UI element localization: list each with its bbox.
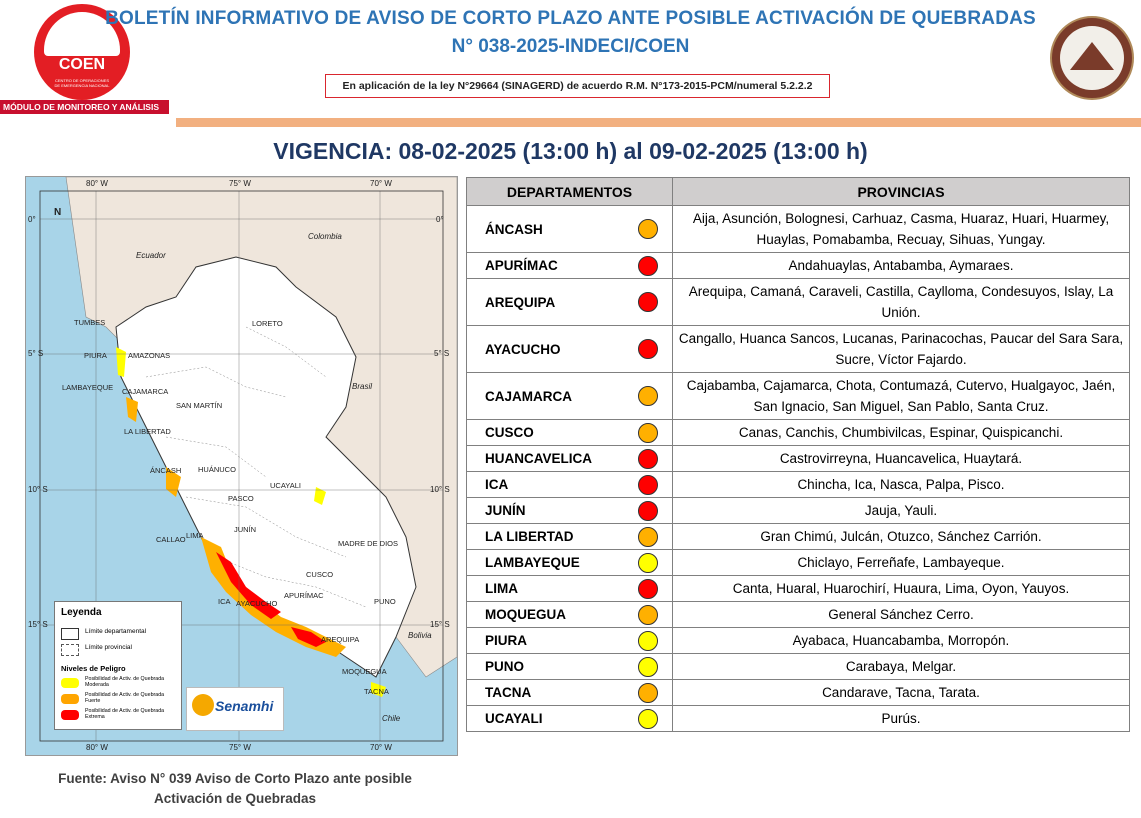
dept-label: AMAZONAS — [128, 351, 171, 360]
hazard-level-icon — [638, 605, 658, 625]
indeci-seal-icon — [1050, 16, 1134, 100]
provinces-cell: Cajabamba, Cajamarca, Chota, Contumazá, Cutervo, Hualgayoc, Jaén, San Ignacio, San Miguel, San Pablo, Santa Cruz. — [673, 373, 1130, 420]
table-row — [467, 446, 1130, 472]
lon-tick: 75° W — [229, 743, 251, 752]
law-reference: En aplicación de la ley N°29664 (SINAGERD) de acuerdo R.M. N°173-2015-PCM/numeral 5.2.2.2 — [325, 74, 830, 98]
provinces-cell: Castrovirreyna, Huancavelica, Huaytará. — [673, 446, 1130, 472]
country-label: Bolivia — [408, 631, 432, 640]
lon-tick: 80° W — [86, 743, 108, 752]
alert-table — [466, 177, 1130, 732]
dept-label: UCAYALI — [270, 481, 301, 490]
legend-levels-title: Niveles de Peligro — [61, 664, 126, 673]
table-row — [467, 628, 1130, 654]
dept-label: ICA — [218, 597, 231, 606]
header-departamentos: DEPARTAMENTOS — [467, 178, 673, 206]
hazard-level-icon — [638, 423, 658, 443]
table-row — [467, 472, 1130, 498]
dept-label: LAMBAYEQUE — [62, 383, 114, 392]
map-legend — [54, 601, 182, 730]
dept-name: HUANCAVELICA — [485, 451, 592, 466]
dept-name: LAMBAYEQUE — [485, 555, 580, 570]
legend-prov-limit: Límite provincial — [85, 644, 132, 651]
table-row — [467, 602, 1130, 628]
dept-name: LIMA — [485, 581, 518, 596]
hazard-level-icon — [638, 339, 658, 359]
dept-label: CALLAO — [156, 535, 186, 544]
provinces-cell: Gran Chimú, Julcán, Otuzco, Sánchez Carrión. — [673, 524, 1130, 550]
senamhi-logo — [186, 687, 284, 731]
dept-cell — [467, 706, 673, 732]
provinces-cell: Chincha, Ica, Nasca, Palpa, Pisco. — [673, 472, 1130, 498]
hazard-level-icon — [638, 256, 658, 276]
lat-tick: 10° S — [430, 485, 450, 494]
source-line-2: Activación de Quebradas — [153, 791, 317, 806]
dept-label: MOQUEGUA — [342, 667, 387, 676]
table-row — [467, 253, 1130, 279]
dept-label: ÁNCASH — [150, 466, 182, 475]
provinces-cell: Andahuaylas, Antabamba, Aymaraes. — [673, 253, 1130, 279]
table-body — [467, 206, 1130, 732]
table-row — [467, 279, 1130, 326]
lon-tick: 80° W — [86, 179, 108, 188]
dept-name: TACNA — [485, 685, 532, 700]
lat-tick: 5° S — [434, 349, 450, 358]
dept-label: PIURA — [84, 351, 107, 360]
coen-logo-text: COEN — [58, 56, 106, 73]
hazard-level-icon — [638, 631, 658, 651]
legend-strong: Posibilidad de Activ. de Quebrada Fuerte — [85, 692, 165, 704]
table-row — [467, 206, 1130, 253]
lat-tick: 15° S — [28, 620, 48, 629]
dept-name: AYACUCHO — [485, 341, 561, 357]
dept-name: UCAYALI — [485, 711, 543, 726]
table-row — [467, 373, 1130, 420]
dept-label: PASCO — [228, 494, 254, 503]
legend-moderate: Posibilidad de Activ. de Quebrada Moderada — [85, 676, 165, 688]
provinces-cell: Arequipa, Camaná, Caraveli, Castilla, Caylloma, Condesuyos, Islay, La Unión. — [673, 279, 1130, 326]
dept-cell — [467, 446, 673, 472]
swatch-moderate — [61, 678, 79, 688]
dept-name: ICA — [485, 477, 509, 492]
bulletin-title: BOLETÍN INFORMATIVO DE AVISO DE CORTO PLAZO ANTE POSIBLE ACTIVACIÓN DE QUEBRADAS — [105, 8, 1036, 29]
dept-name: AREQUIPA — [485, 294, 556, 310]
coen-logo-subtext: CENTRO DE OPERACIONES DE EMERGENCIA NACIONAL — [54, 78, 110, 88]
hazard-level-icon — [638, 657, 658, 677]
hazard-level-icon — [638, 475, 658, 495]
table-row — [467, 706, 1130, 732]
hazard-level-icon — [638, 683, 658, 703]
dept-label: SAN MARTÍN — [176, 401, 223, 410]
provinces-cell: Chiclayo, Ferreñafe, Lambayeque. — [673, 550, 1130, 576]
dept-label: HUÁNUCO — [198, 465, 236, 474]
hazard-level-icon — [638, 579, 658, 599]
dept-name: ÁNCASH — [485, 221, 543, 237]
provinces-cell: Aija, Asunción, Bolognesi, Carhuaz, Casma, Huaraz, Huari, Huarmey, Huaylas, Pomabamba, Recuay, Sihuas, Yungay. — [673, 206, 1130, 253]
lon-tick: 70° W — [370, 179, 392, 188]
dept-cell — [467, 654, 673, 680]
dept-label: TACNA — [364, 687, 389, 696]
dept-label: AREQUIPA — [321, 635, 360, 644]
provinces-cell: Canta, Huaral, Huarochirí, Huaura, Lima, Oyon, Yauyos. — [673, 576, 1130, 602]
swatch-strong — [61, 694, 79, 704]
dept-cell — [467, 326, 673, 373]
lon-tick: 75° W — [229, 179, 251, 188]
divider-bar — [176, 118, 1141, 127]
dept-name: JUNÍN — [485, 503, 526, 518]
dept-label: JUNÍN — [234, 525, 257, 534]
dept-limit-icon — [61, 628, 79, 640]
hazard-level-icon — [638, 553, 658, 573]
dept-label: LIMA — [186, 531, 204, 540]
lat-tick: 5° S — [28, 349, 44, 358]
validity-period: VIGENCIA: 08-02-2025 (13:00 h) al 09-02-2025 (13:00 h) — [273, 138, 868, 164]
lon-tick: 70° W — [370, 743, 392, 752]
hazard-level-icon — [638, 219, 658, 239]
table-row — [467, 326, 1130, 373]
provinces-cell: Purús. — [673, 706, 1130, 732]
country-label: Brasil — [352, 382, 373, 391]
hazard-level-icon — [638, 709, 658, 729]
dept-name: CAJAMARCA — [485, 388, 572, 404]
dept-name: MOQUEGUA — [485, 607, 566, 622]
dept-label: MADRE DE DIOS — [338, 539, 399, 548]
prov-limit-icon — [61, 644, 79, 656]
country-label: Chile — [382, 714, 401, 723]
lat-tick: 15° S — [430, 620, 450, 629]
dept-cell — [467, 628, 673, 654]
legend-dept-limit: Límite departamental — [85, 628, 147, 635]
dept-name: CUSCO — [485, 425, 534, 440]
north-arrow-icon: N — [54, 207, 62, 218]
hazard-level-icon — [638, 449, 658, 469]
dept-cell — [467, 524, 673, 550]
bulletin-number: N° 038-2025-INDECI/COEN — [451, 36, 690, 57]
dept-label: TUMBES — [74, 318, 106, 327]
dept-label: CUSCO — [306, 570, 334, 579]
dept-cell — [467, 279, 673, 326]
provinces-cell: Cangallo, Huanca Sancos, Lucanas, Parinacochas, Paucar del Sara Sara, Sucre, Víctor Fajardo. — [673, 326, 1130, 373]
legend-extreme: Posibilidad de Activ. de Quebrada Extrema — [85, 708, 165, 720]
dept-label: APURÍMAC — [284, 591, 324, 600]
lat-tick: 0° — [436, 215, 444, 224]
table-row — [467, 420, 1130, 446]
country-label: Ecuador — [136, 251, 166, 260]
hazard-level-icon — [638, 501, 658, 521]
dept-label: CAJAMARCA — [122, 387, 169, 396]
table-row — [467, 550, 1130, 576]
source-line-1: Fuente: Aviso N° 039 Aviso de Corto Plazo ante posible — [58, 771, 412, 786]
dept-cell — [467, 472, 673, 498]
table-row — [467, 654, 1130, 680]
dept-label: AYACUCHO — [236, 599, 278, 608]
hazard-level-icon — [638, 292, 658, 312]
dept-cell — [467, 576, 673, 602]
table-header-row — [467, 178, 1130, 206]
sun-icon — [192, 694, 214, 716]
swatch-extreme — [61, 710, 79, 720]
dept-name: LA LIBERTAD — [485, 529, 574, 544]
dept-cell — [467, 602, 673, 628]
legend-title: Leyenda — [61, 607, 102, 618]
dept-cell — [467, 420, 673, 446]
lat-tick: 0° — [28, 215, 36, 224]
hazard-map — [25, 176, 458, 756]
provinces-cell: Ayabaca, Huancabamba, Morropón. — [673, 628, 1130, 654]
table-row — [467, 498, 1130, 524]
dept-label: LA LIBERTAD — [124, 427, 171, 436]
dept-label: LORETO — [252, 319, 283, 328]
dept-cell — [467, 373, 673, 420]
table-row — [467, 680, 1130, 706]
header-provincias: PROVINCIAS — [673, 178, 1130, 206]
provinces-cell: Carabaya, Melgar. — [673, 654, 1130, 680]
hazard-level-icon — [638, 386, 658, 406]
module-label: MÓDULO DE MONITOREO Y ANÁLISIS — [0, 100, 169, 114]
dept-cell — [467, 680, 673, 706]
dept-name: PIURA — [485, 633, 528, 648]
dept-cell — [467, 498, 673, 524]
country-label: Colombia — [308, 232, 342, 241]
provinces-cell: General Sánchez Cerro. — [673, 602, 1130, 628]
dept-cell — [467, 550, 673, 576]
dept-label: PUNO — [374, 597, 396, 606]
table-row — [467, 524, 1130, 550]
provinces-cell: Canas, Canchis, Chumbivilcas, Espinar, Quispicanchi. — [673, 420, 1130, 446]
lat-tick: 10° S — [28, 485, 48, 494]
dept-name: PUNO — [485, 659, 525, 674]
table-row — [467, 576, 1130, 602]
senamhi-text: Senamhi — [215, 698, 274, 714]
provinces-cell: Jauja, Yauli. — [673, 498, 1130, 524]
dept-cell — [467, 206, 673, 253]
dept-name: APURÍMAC — [485, 258, 558, 273]
provinces-cell: Candarave, Tacna, Tarata. — [673, 680, 1130, 706]
dept-cell — [467, 253, 673, 279]
hazard-level-icon — [638, 527, 658, 547]
